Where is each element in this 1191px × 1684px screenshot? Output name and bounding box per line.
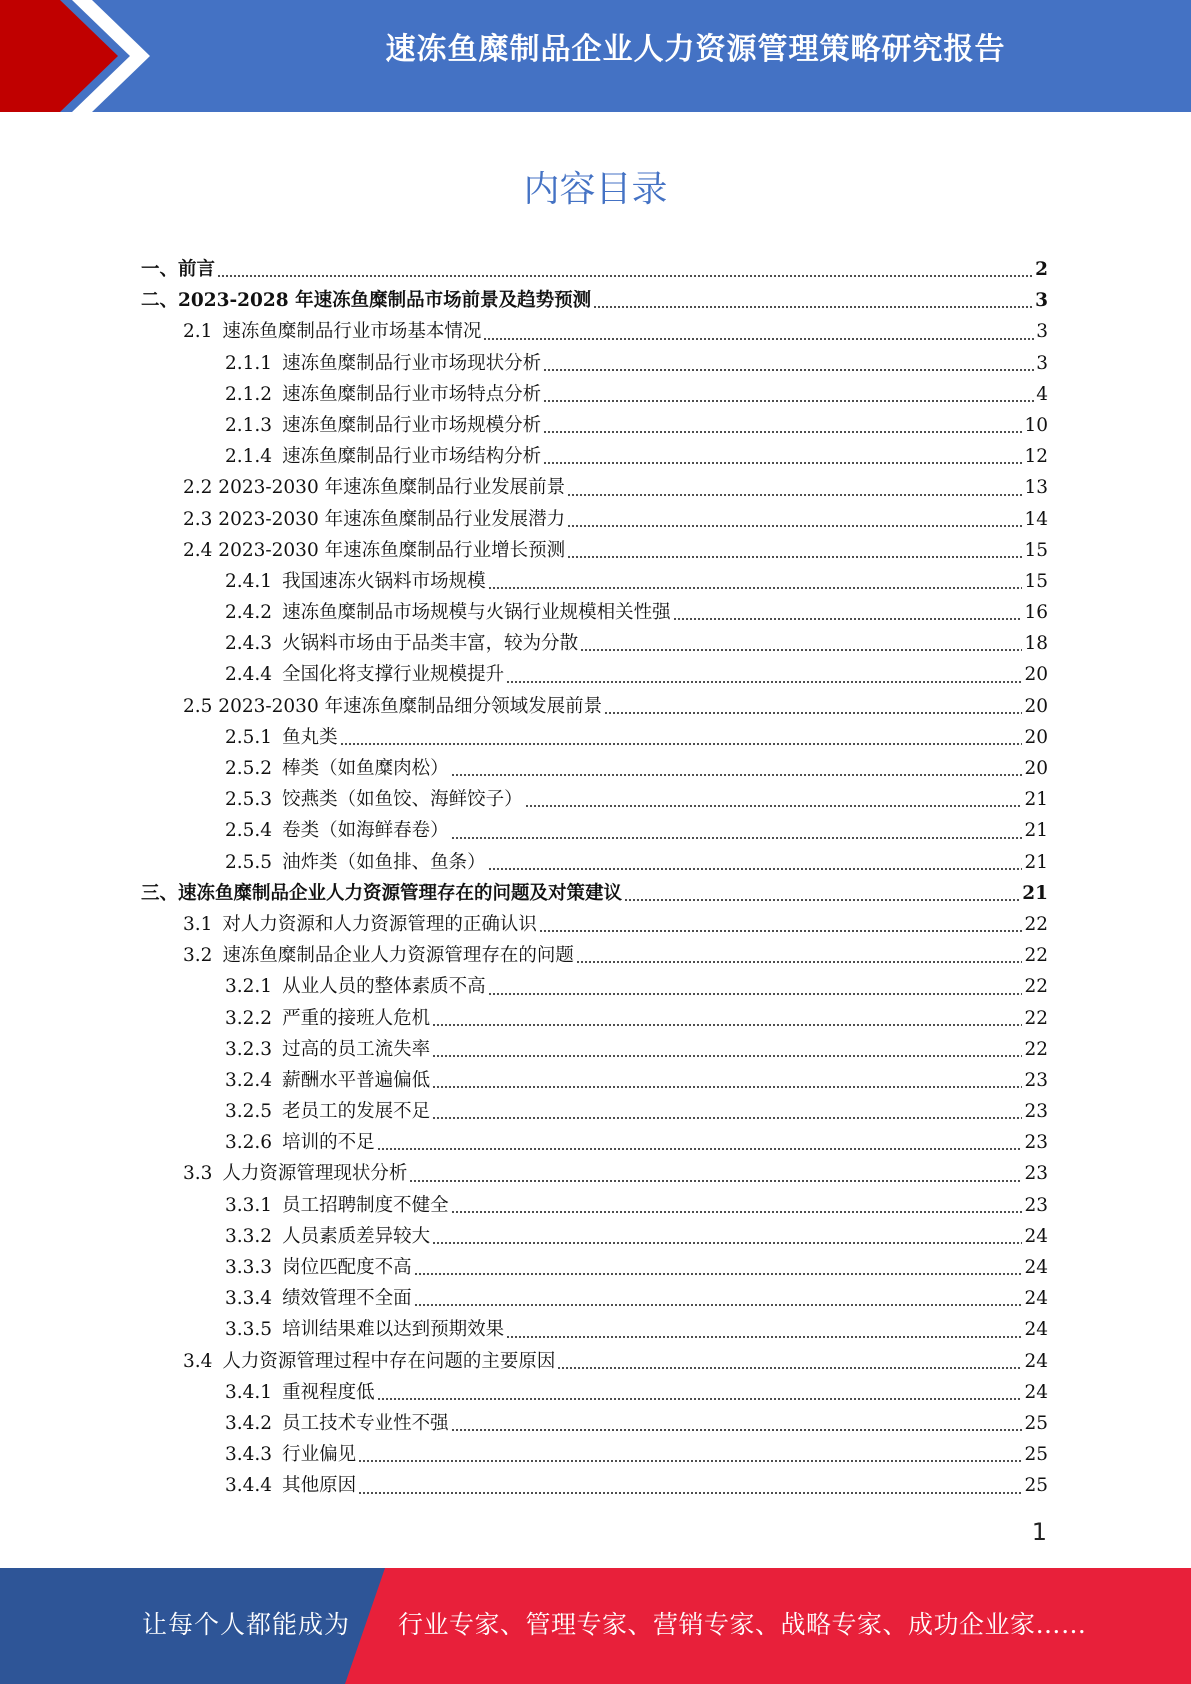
toc-entry-label: 过高的员工流失率: [282, 1038, 431, 1060]
toc-entry-page: 23: [1024, 1163, 1048, 1185]
toc-entry[interactable]: [141, 1158, 1048, 1189]
toc-entry-number: 3.3.2: [225, 1225, 273, 1247]
toc-entry-page: 10: [1024, 414, 1048, 436]
toc-entry[interactable]: [141, 597, 1048, 628]
toc-entry-number: 3.2.6: [225, 1132, 273, 1154]
toc-entry[interactable]: [141, 753, 1048, 784]
toc-entry-page: 20: [1024, 758, 1048, 779]
toc-dot-leader: [557, 1367, 1022, 1369]
toc-entry-label: 重视程度低: [282, 1381, 375, 1403]
toc-entry-page: 15: [1024, 539, 1048, 561]
toc-entry[interactable]: [141, 1003, 1048, 1034]
toc-entry-label: 饺燕类（如鱼饺、海鲜饺子）: [282, 789, 523, 811]
toc-entry-label: 从业人员的整体素质不高: [282, 976, 486, 998]
toc-entry-number: 3.4.3: [225, 1444, 273, 1466]
toc-entry-number: 2.5.2: [225, 758, 273, 779]
toc-entry[interactable]: [141, 348, 1048, 379]
toc-entry-number: 2.1: [183, 321, 213, 343]
toc-entry[interactable]: [141, 878, 1048, 909]
toc-entry-label: 人员素质差异较大: [282, 1225, 431, 1247]
toc-dot-leader: [432, 1086, 1022, 1088]
toc-entry-number: 2.5.1: [225, 726, 273, 748]
toc-entry[interactable]: [141, 971, 1048, 1002]
toc-entry-number: 2.1.3: [225, 414, 273, 436]
toc-entry[interactable]: [141, 784, 1048, 815]
toc-entry[interactable]: [141, 1190, 1048, 1221]
toc-entry[interactable]: [141, 940, 1048, 971]
toc-entry-page: 21: [1024, 820, 1048, 842]
toc-entry-number: 3.2.5: [225, 1101, 273, 1123]
toc-dot-leader: [451, 1429, 1023, 1431]
toc-entry[interactable]: [141, 1470, 1048, 1501]
toc-entry-page: 25: [1024, 1475, 1048, 1497]
header-banner: [0, 0, 1191, 112]
toc-dot-leader: [525, 805, 1023, 807]
toc-dot-leader: [506, 681, 1022, 683]
toc-dot-leader: [451, 1211, 1023, 1213]
toc-entry-page: 2: [1035, 259, 1048, 280]
toc-entry-page: 14: [1024, 508, 1048, 530]
toc-entry-page: 21: [1024, 789, 1048, 811]
toc-entry-page: 22: [1024, 1007, 1048, 1029]
toc-entry-label: 人力资源管理过程中存在问题的主要原因: [222, 1350, 556, 1372]
toc-entry-label: 速冻鱼糜制品行业市场特点分析: [282, 383, 542, 405]
toc-entry-number: 3.4: [183, 1350, 213, 1372]
toc-entry-label: 员工技术专业性不强: [282, 1412, 449, 1434]
toc-entry-label: 全国化将支撑行业规模提升: [282, 664, 505, 686]
toc-entry-number: 2.1.4: [225, 446, 273, 468]
page-number: 1: [1031, 1518, 1047, 1546]
toc-entry-page: 15: [1024, 570, 1048, 592]
toc-entry-number: 3.3.3: [225, 1257, 273, 1278]
toc-dot-leader: [414, 1273, 1023, 1275]
toc-entry-label: 速冻鱼糜制品行业市场规模分析: [282, 414, 542, 436]
toc-entry[interactable]: [141, 1034, 1048, 1065]
toc-entry-label: 2.2 2023-2030 年速冻鱼糜制品行业发展前景: [183, 477, 566, 499]
toc-entry-label: 鱼丸类: [282, 726, 338, 748]
toc-dot-leader: [604, 712, 1022, 714]
toc-entry-label: 二、2023-2028 年速冻鱼糜制品市场前景及趋势预测: [141, 290, 592, 312]
toc-entry[interactable]: [141, 254, 1048, 285]
toc-entry[interactable]: [141, 472, 1048, 503]
toc-entry[interactable]: [141, 566, 1048, 597]
toc-dot-leader: [543, 369, 1034, 371]
toc-entry-number: 2.1.1: [225, 352, 273, 374]
toc-entry-page: 24: [1024, 1288, 1048, 1310]
toc-entry-number: 2.4.1: [225, 570, 273, 592]
toc-dot-leader: [432, 1117, 1022, 1119]
toc-entry-page: 12: [1024, 446, 1048, 468]
toc-entry[interactable]: [141, 316, 1048, 347]
toc-entry[interactable]: [141, 441, 1048, 472]
toc-entry-page: 20: [1024, 695, 1048, 717]
toc-entry-label: 我国速冻火锅料市场规模: [282, 570, 486, 592]
toc-entry-page: 23: [1024, 1132, 1048, 1154]
toc-entry-number: 3.1: [183, 913, 213, 935]
toc-entry-label: 培训结果难以达到预期效果: [282, 1319, 505, 1341]
toc-entry-page: 24: [1024, 1381, 1048, 1403]
toc-dot-leader: [543, 431, 1022, 433]
toc-entry-label: 老员工的发展不足: [282, 1101, 431, 1123]
toc-entry-label: 火锅料市场由于品类丰富，较为分散: [282, 633, 579, 655]
toc-entry-page: 13: [1024, 477, 1048, 499]
toc-entry-number: 3.4.1: [225, 1381, 273, 1403]
toc-dot-leader: [432, 1024, 1022, 1026]
footer-banner: [0, 1568, 1191, 1684]
toc-entry-label: 岗位匹配度不高: [282, 1257, 412, 1278]
toc-entry-page: 22: [1024, 913, 1048, 935]
toc-entry-label: 人力资源管理现状分析: [222, 1163, 408, 1185]
toc-entry-page: 22: [1024, 976, 1048, 998]
toc-entry-number: 2.5.3: [225, 789, 273, 811]
toc-entry[interactable]: [141, 628, 1048, 659]
toc-dot-leader: [567, 494, 1022, 496]
toc-entry-label: 速冻鱼糜制品行业市场基本情况: [222, 321, 482, 343]
footer-slogan-right: 行业专家、管理专家、营销专家、战略专家、成功企业家……: [398, 1610, 1087, 1639]
toc-entry-label: 速冻鱼糜制品行业市场现状分析: [282, 352, 542, 374]
toc-entry[interactable]: [141, 1314, 1048, 1345]
toc-entry-label: 培训的不足: [282, 1132, 375, 1154]
toc-entry-label: 油炸类（如鱼排、鱼条）: [282, 851, 486, 873]
toc-dot-leader: [377, 1398, 1023, 1400]
toc-entry-number: 3.3: [183, 1163, 213, 1185]
toc-entry-label: 2.4 2023-2030 年速冻鱼糜制品行业增长预测: [183, 539, 566, 561]
toc-entry[interactable]: [141, 659, 1048, 690]
toc-entry-page: 23: [1024, 1069, 1048, 1091]
toc-entry-page: 25: [1024, 1444, 1048, 1466]
toc-entry-number: 2.4.3: [225, 633, 273, 655]
toc-entry-number: 2.1.2: [225, 383, 273, 405]
toc-entry-page: 21: [1024, 851, 1048, 873]
toc-entry[interactable]: [141, 691, 1048, 722]
toc-entry-label: 棒类（如鱼糜肉松）: [282, 758, 449, 779]
toc-entry-label: 速冻鱼糜制品市场规模与火锅行业规模相关性强: [282, 602, 671, 624]
toc-entry-number: 3.2: [183, 945, 213, 967]
toc-dot-leader: [567, 525, 1022, 527]
toc-dot-leader: [409, 1180, 1022, 1182]
toc-entry-number: 3.2.1: [225, 976, 273, 998]
toc-entry-page: 24: [1024, 1225, 1048, 1247]
toc-entry-label: 行业偏见: [282, 1444, 357, 1466]
toc-dot-leader: [488, 868, 1023, 870]
toc-dot-leader: [217, 275, 1033, 277]
toc-dot-leader: [358, 1460, 1022, 1462]
toc-entry[interactable]: [141, 1377, 1048, 1408]
toc-entry[interactable]: [141, 847, 1048, 878]
toc-heading: 内容目录: [523, 169, 668, 210]
toc-dot-leader: [580, 649, 1022, 651]
toc-entry[interactable]: [141, 535, 1048, 566]
toc-entry[interactable]: [141, 285, 1048, 316]
toc-entry-number: 3.2.2: [225, 1007, 273, 1029]
toc-entry-label: 严重的接班人危机: [282, 1007, 431, 1029]
toc-entry-label: 薪酬水平普遍偏低: [282, 1069, 431, 1091]
toc-entry-label: 速冻鱼糜制品行业市场结构分析: [282, 446, 542, 468]
toc-entry[interactable]: [141, 379, 1048, 410]
toc-entry[interactable]: [141, 722, 1048, 753]
toc-dot-leader: [506, 1336, 1022, 1338]
toc-entry[interactable]: [141, 815, 1048, 846]
toc-dot-leader: [543, 400, 1034, 402]
toc-entry-label: 一、前言: [141, 259, 216, 280]
toc-entry-label: 卷类（如海鲜春卷）: [282, 820, 449, 842]
toc-dot-leader: [567, 556, 1022, 558]
toc-dot-leader: [576, 961, 1023, 963]
toc-entry-page: 23: [1024, 1194, 1048, 1216]
toc-entry-page: 22: [1024, 945, 1048, 967]
toc-entry[interactable]: [141, 1346, 1048, 1377]
toc-dot-leader: [358, 1492, 1022, 1494]
toc-entry-label: 其他原因: [282, 1475, 357, 1497]
toc-entry-number: 2.5.4: [225, 820, 273, 842]
toc-entry-label: 2.5 2023-2030 年速冻鱼糜制品细分领域发展前景: [183, 695, 603, 717]
toc-entry[interactable]: [141, 909, 1048, 940]
toc-entry-page: 3: [1036, 321, 1048, 343]
toc-entry-number: 3.2.3: [225, 1038, 273, 1060]
toc-dot-leader: [414, 1304, 1023, 1306]
toc-dot-leader: [451, 774, 1023, 776]
toc-entry-label: 2.3 2023-2030 年速冻鱼糜制品行业发展潜力: [183, 508, 566, 530]
toc-entry-page: 4: [1036, 383, 1048, 405]
toc-entry-number: 2.4.4: [225, 664, 273, 686]
toc-dot-leader: [543, 462, 1022, 464]
toc-entry-number: 3.3.5: [225, 1319, 273, 1341]
toc-entry-page: 22: [1024, 1038, 1048, 1060]
toc-entry-page: 18: [1024, 633, 1048, 655]
toc-entry[interactable]: [141, 1252, 1048, 1283]
toc-entry-page: 24: [1024, 1350, 1048, 1372]
toc-entry-number: 3.2.4: [225, 1069, 273, 1091]
toc-dot-leader: [593, 306, 1033, 308]
toc-entry[interactable]: [141, 1221, 1048, 1252]
toc-entry-page: 24: [1024, 1257, 1048, 1278]
toc-entry-number: 3.4.2: [225, 1412, 273, 1434]
toc-entry[interactable]: [141, 1127, 1048, 1158]
toc-entry[interactable]: [141, 1439, 1048, 1470]
toc-entry-label: 对人力资源和人力资源管理的正确认识: [222, 913, 537, 935]
toc-dot-leader: [432, 1055, 1022, 1057]
toc-dot-leader: [451, 837, 1023, 839]
toc-entry[interactable]: [141, 1065, 1048, 1096]
toc-dot-leader: [488, 993, 1023, 995]
toc-entry-label: 员工招聘制度不健全: [282, 1194, 449, 1216]
toc-entry[interactable]: [141, 410, 1048, 441]
table-of-contents: [141, 254, 1048, 1502]
toc-entry[interactable]: [141, 1408, 1048, 1439]
toc-entry-number: 2.5.5: [225, 851, 273, 873]
toc-entry-number: 3.3.1: [225, 1194, 273, 1216]
toc-entry[interactable]: [141, 1283, 1048, 1314]
toc-dot-leader: [488, 587, 1023, 589]
toc-entry-page: 3: [1035, 290, 1048, 312]
toc-dot-leader: [483, 338, 1034, 340]
toc-dot-leader: [377, 1148, 1023, 1150]
toc-entry-page: 21: [1022, 882, 1048, 904]
toc-entry-page: 20: [1024, 726, 1048, 748]
toc-entry-page: 20: [1024, 664, 1048, 686]
toc-dot-leader: [673, 618, 1023, 620]
toc-entry-number: 3.3.4: [225, 1288, 273, 1310]
toc-dot-leader: [340, 743, 1023, 745]
toc-entry-label: 绩效管理不全面: [282, 1288, 412, 1310]
toc-entry[interactable]: [141, 504, 1048, 535]
toc-entry-page: 16: [1024, 602, 1048, 624]
toc-entry-label: 三、速冻鱼糜制品企业人力资源管理存在的问题及对策建议: [141, 882, 623, 904]
toc-entry-label: 速冻鱼糜制品企业人力资源管理存在的问题: [222, 945, 574, 967]
toc-entry-number: 3.4.4: [225, 1475, 273, 1497]
toc-dot-leader: [539, 930, 1023, 932]
toc-entry-page: 23: [1024, 1101, 1048, 1123]
toc-entry-page: 25: [1024, 1412, 1048, 1434]
toc-entry-page: 3: [1036, 352, 1048, 374]
toc-entry-page: 24: [1024, 1319, 1048, 1341]
report-title: 速冻鱼糜制品企业人力资源管理策略研究报告: [385, 32, 1006, 67]
footer-slogan-left: 让每个人都能成为: [142, 1610, 351, 1639]
toc-entry[interactable]: [141, 1096, 1048, 1127]
toc-dot-leader: [432, 1242, 1022, 1244]
toc-entry-number: 2.4.2: [225, 602, 273, 624]
toc-dot-leader: [624, 899, 1020, 901]
